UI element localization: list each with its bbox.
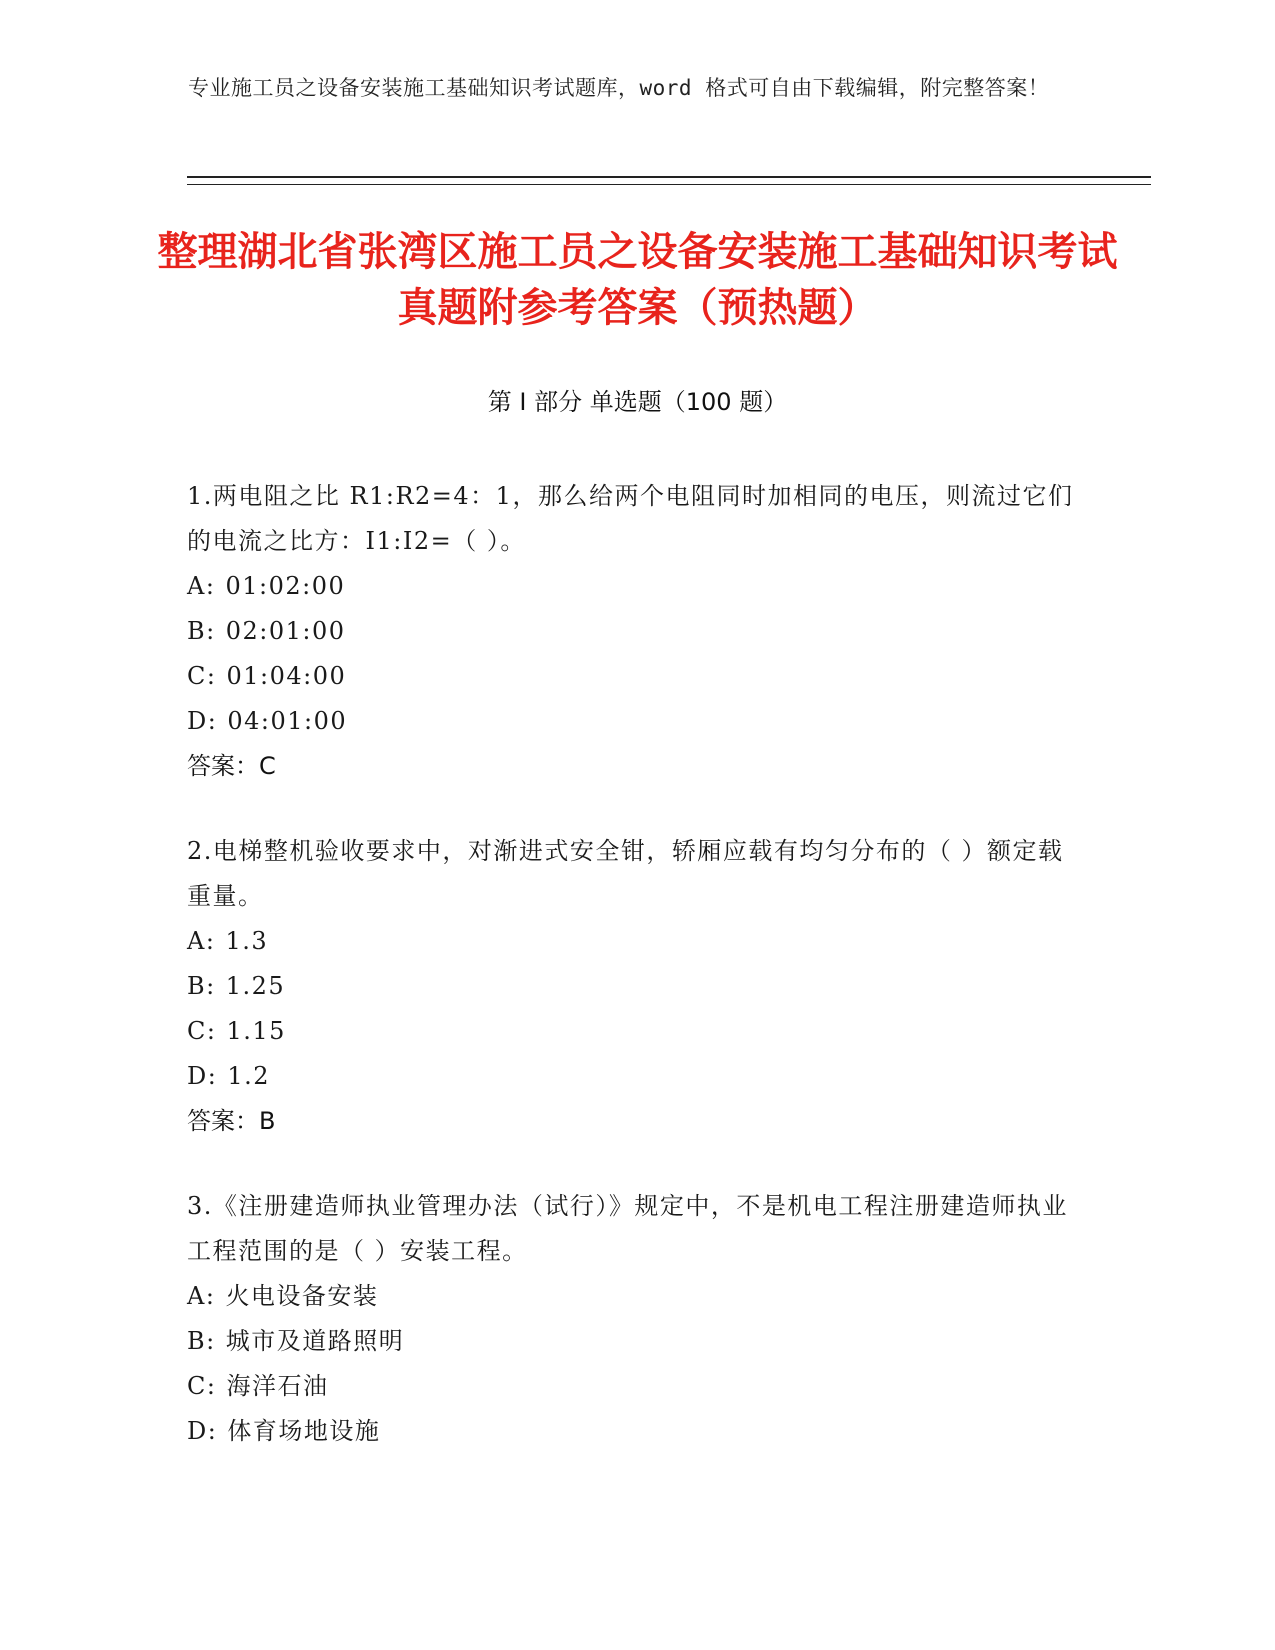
option-key: A [187, 1282, 206, 1310]
option-key: D [187, 1417, 208, 1445]
option-text: 火电设备安装 [225, 1282, 379, 1310]
option-key: B [187, 617, 207, 645]
answer-line: 答案：C [187, 752, 276, 780]
option-key: D [187, 1062, 208, 1090]
option-text: 城市及道路照明 [225, 1327, 405, 1355]
option-separator: : [206, 1017, 217, 1045]
option-c [187, 654, 1077, 699]
section-heading: 第 I 部分 单选题（100 题） [487, 388, 788, 416]
option-separator: : [206, 1327, 216, 1355]
option-c [187, 1009, 1077, 1054]
header-rule-thin [187, 184, 1151, 185]
option-text: 1.25 [225, 972, 286, 1000]
option-separator: : [207, 707, 218, 735]
option-key: D [187, 707, 208, 735]
option-text: 海洋石油 [226, 1372, 329, 1400]
option-text: 01:02:00 [225, 572, 346, 600]
option-separator: : [206, 1372, 217, 1400]
answer-line: 答案：B [187, 1107, 276, 1135]
question-stem: 1.两电阻之比 R1:R2=4：1，那么给两个电阻同时加相同的电压，则流过它们的电流之比方：I1:I2=（ ）。 [187, 482, 1074, 555]
option-c [187, 1364, 1077, 1409]
option-a [187, 1274, 1077, 1319]
option-separator: : [206, 617, 216, 645]
question-2 [187, 829, 1077, 1144]
option-text: 02:01:00 [225, 617, 346, 645]
option-key: B [187, 972, 207, 1000]
option-text: 体育场地设施 [227, 1417, 381, 1445]
option-separator: : [206, 662, 217, 690]
option-key: B [187, 1327, 207, 1355]
option-key: C [187, 1372, 207, 1400]
option-key: C [187, 662, 207, 690]
question-stem: 3.《注册建造师执业管理办法（试行）》规定中，不是机电工程注册建造师执业工程范围的是（ ）安装工程。 [187, 1192, 1068, 1265]
option-text: 04:01:00 [227, 707, 348, 735]
option-separator: : [206, 972, 216, 1000]
option-b [187, 1319, 1077, 1364]
question-stem: 2.电梯整机验收要求中，对渐进式安全钳，轿厢应载有均匀分布的（ ）额定载重量。 [187, 837, 1064, 910]
option-d [187, 699, 1077, 744]
option-b [187, 964, 1077, 1009]
option-text: 1.3 [225, 927, 269, 955]
option-separator: : [205, 927, 216, 955]
option-key: C [187, 1017, 207, 1045]
question-3 [187, 1184, 1077, 1454]
option-a [187, 919, 1077, 964]
option-separator: : [205, 572, 216, 600]
header-note: 专业施工员之设备安装施工基础知识考试题库，word 格式可自由下载编辑，附完整答案！ [188, 76, 1050, 100]
option-b [187, 609, 1077, 654]
option-key: A [187, 572, 206, 600]
question-1 [187, 474, 1077, 789]
question-list [187, 474, 1077, 1494]
option-separator: : [205, 1282, 216, 1310]
option-text: 1.15 [226, 1017, 286, 1045]
option-text: 1.2 [227, 1062, 271, 1090]
option-a [187, 564, 1077, 609]
header-rule-thick [187, 176, 1151, 178]
document-title: 整理湖北省张湾区施工员之设备安装施工基础知识考试真题附参考答案（预热题） [157, 229, 1118, 331]
option-separator: : [207, 1062, 218, 1090]
option-separator: : [207, 1417, 218, 1445]
option-text: 01:04:00 [226, 662, 347, 690]
option-d [187, 1409, 1077, 1454]
option-d [187, 1054, 1077, 1099]
option-key: A [187, 927, 206, 955]
